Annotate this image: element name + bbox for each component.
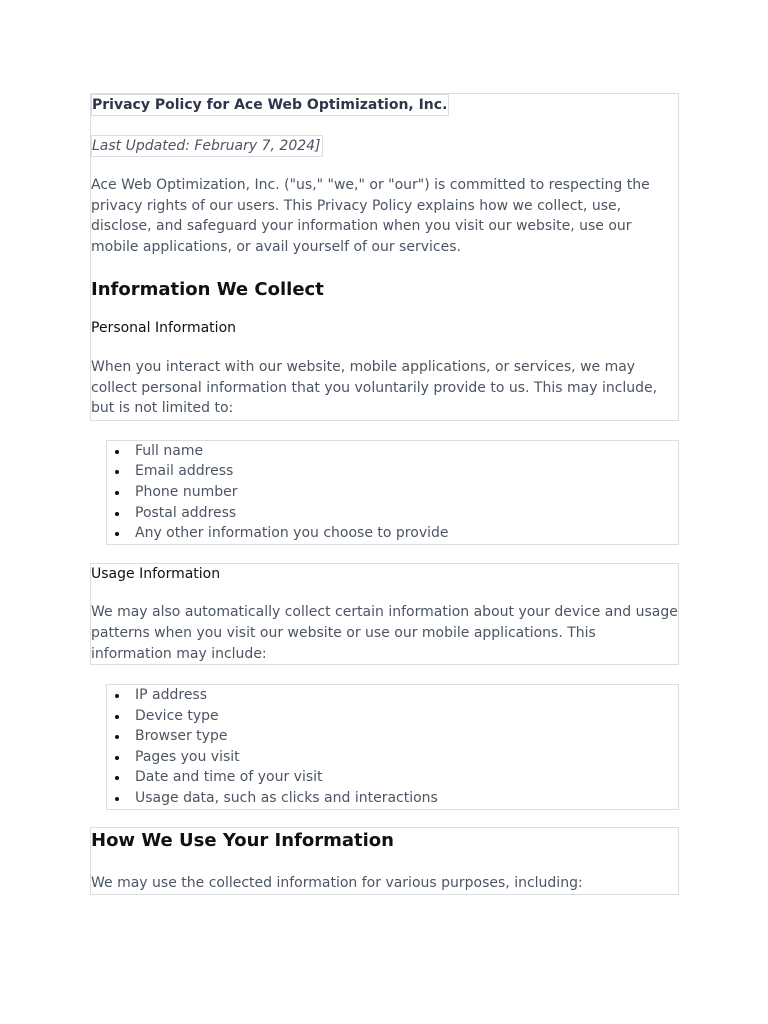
list-item: Usage data, such as clicks and interactions	[135, 788, 678, 809]
list-item: Full name	[135, 441, 678, 462]
section-heading-use: How We Use Your Information	[91, 829, 394, 851]
personal-information-list	[106, 440, 679, 545]
subheading-personal-information: Personal Information	[91, 320, 237, 337]
list-item: Email address	[135, 461, 678, 482]
subheading-usage-information: Usage Information	[91, 565, 221, 582]
list-item: Browser type	[135, 726, 678, 747]
list-item: Pages you visit	[135, 747, 678, 768]
list-item: IP address	[135, 685, 678, 706]
list-item: Device type	[135, 706, 678, 727]
usage-information-paragraph: We may also automatically collect certain information about your device and usage patterns when you visit our website or use our mobile applications. This information may include:	[91, 604, 678, 662]
usage-information-list	[106, 684, 679, 810]
personal-information-paragraph: When you interact with our website, mobile applications, or services, we may collect personal information that you voluntarily provide to us. This may include, but is not limited to:	[91, 358, 658, 417]
use-information-section	[90, 827, 679, 896]
list-item: Date and time of your visit	[135, 767, 678, 788]
intro-paragraph: Ace Web Optimization, Inc. ("us," "we," or "our") is committed to respecting the privacy rights of our users. This Privacy Policy explains how we collect, use, disclose, and safeguard your information when you visit our website, use our mobile applications, or avail yourself of our services.	[91, 177, 650, 255]
use-information-paragraph: We may use the collected information for various purposes, including:	[91, 874, 583, 891]
document-title: Privacy Policy for Ace Web Optimization, Inc.	[91, 94, 449, 116]
usage-information-section	[90, 563, 679, 665]
intro-section	[90, 93, 679, 421]
last-updated-date: Last Updated: February 7, 2024]	[91, 135, 323, 157]
list-item: Phone number	[135, 482, 678, 503]
document-page	[90, 93, 679, 895]
list-item: Any other information you choose to provide	[135, 523, 678, 544]
list-item: Postal address	[135, 503, 678, 524]
section-heading-collect: Information We Collect	[91, 279, 324, 301]
